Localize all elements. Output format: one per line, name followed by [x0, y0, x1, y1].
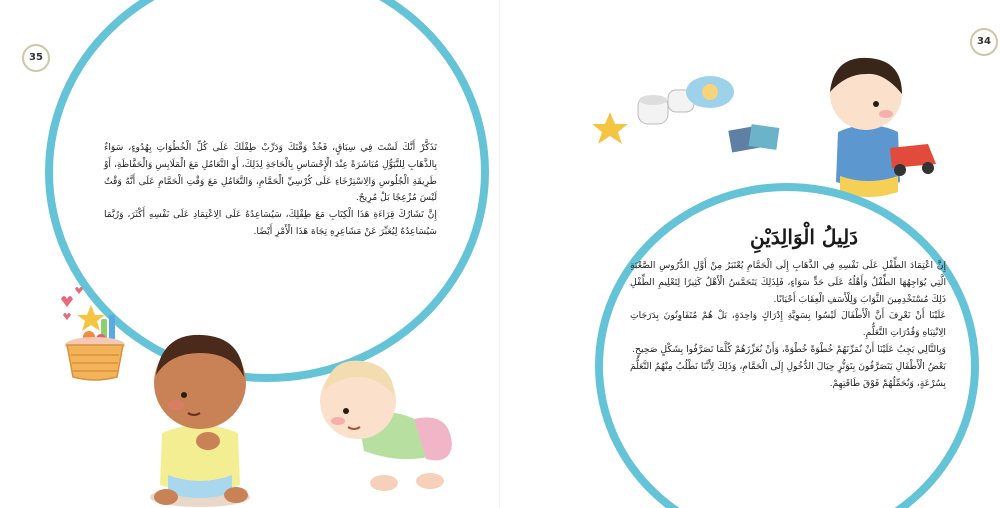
right-paragraph-2: عَلَيْنَا أَنْ نَعْرِفَ أَنَّ الْأَطْفَالَ لَيْسُوا بِسَوِيَّةِ إِدْرَاكٍ وَاحِدَةٍ، بَلْ هُمْ مُتَفَاوِتُونَ بِدَرَجَاتِ الِانْتِبَاهِ وَقُدُرَاتِ التَّعَلُّمِ. — [630, 310, 946, 339]
left-paragraph-1: تَذَكَّرْ أَنَّكَ لَسْتَ فِي سِبَاقٍ، فَخُذْ وَقْتَكَ وَدَرِّبْ طِفْلَكَ عَلَى كُلِّ الْخُطُوَاتِ بِهُدُوءٍ، سَوَاءٌ بِالذَّهَابِ لِلتَّبَوُّلِ مُبَاشَرَةً عِنْدَ الْإِحْسَاسِ بِالْحَاجَةِ لِذَلِكَ، أَوِ التَّعَامُلِ مَعَ الْمَلَابِسِ وَالْحَفَّاظَةِ، أَوْ طَرِيقَةِ الْجُلُوسِ وَالِاسْتِرْخَاءِ عَلَى كُرْسِيِّ الْحَمَّامِ، وَالتَّعَامُلِ مَعَ وَقْتِ الْحَمَّامِ عَلَى أَنَّهُ وَقْتٌ لَيْسَ مُزْعِجًا بَلْ مُرِيحٌ. — [104, 142, 437, 204]
basket-illustration — [55, 285, 135, 385]
right-paragraph-4: بَعْضُ الْأَطْفَالِ يَتَصَرَّفُونَ بِتَوَتُّرٍ حِيَالَ الدُّخُولِ إِلَى الْحَمَّامِ، وَذَلِكَ لِأَنَّنَا نَطْلُبُ مِنْهُمُ التَّعَلُّمَ بِسُرْعَةٍ، وَنُحَمِّلُهُمْ فَوْقَ طَاقَتِهِمْ. — [630, 360, 946, 389]
right-paragraph-1: إِنَّ اعْتِمَادَ الطِّفْلِ عَلَى نَفْسِهِ فِي الذَّهَابِ إِلَى الْحَمَّامِ يُعْتَبَرُ مِنْ أَوَّلِ الدُّرُوسِ الصَّعْبَةِ الَّتِي يُوَاجِهُهَا الطِّفْلُ وَأَهْلُهُ عَلَى حَدٍّ سَوَاءٍ، فَلِذَلِكَ يَتَحَمَّسُ الْأَهْلُ كَثِيرًا لِتَعْلِيمِ الطِّفْلِ ذَلِكَ مُسْتَخْدِمِينَ الثَّوَابَ وَلِلْأَسَفِ الْعِقَابَ أَحْيَانًا. — [630, 260, 946, 305]
left-paragraph-2: إِنَّ تَشَارُكَ قِرَاءَةِ هَذَا الْكِتَابِ مَعَ طِفْلِكَ، سَيُسَاعِدُهُ عَلَى الِاعْتِمَادِ عَلَى نَفْسِهِ أَكْثَرَ، وَرُبَّمَا سَيُسَاعِدُهُ لِيُعَبِّرَ عَنْ مَشَاعِرِهِ تِجَاهَ هَذَا الْأَمْرِ أَيْضًا. — [104, 209, 437, 237]
toys-illustration — [590, 68, 800, 158]
crawling-baby-illustration — [318, 355, 458, 505]
boy-with-car-illustration — [818, 52, 948, 212]
right-body-text — [630, 258, 946, 392]
page-number-left: 35 — [22, 44, 50, 72]
page-number-right: 34 — [970, 28, 998, 56]
right-paragraph-3: وَبِالتَّالِي يَجِبُ عَلَيْنَا أَنْ نُمَرِّنَهُمْ خُطْوَةً خُطْوَةً، وَأَنْ نُعَزِّزَهُمْ كُلَّمَا تَصَرَّفُوا بِشَكْلٍ صَحِيحٍ. — [632, 343, 946, 355]
sitting-baby-illustration — [140, 325, 260, 508]
left-body-text — [104, 140, 437, 241]
right-page — [500, 0, 1000, 508]
page-title: دَلِيلُ الْوَالِدَيْنِ — [750, 225, 859, 249]
